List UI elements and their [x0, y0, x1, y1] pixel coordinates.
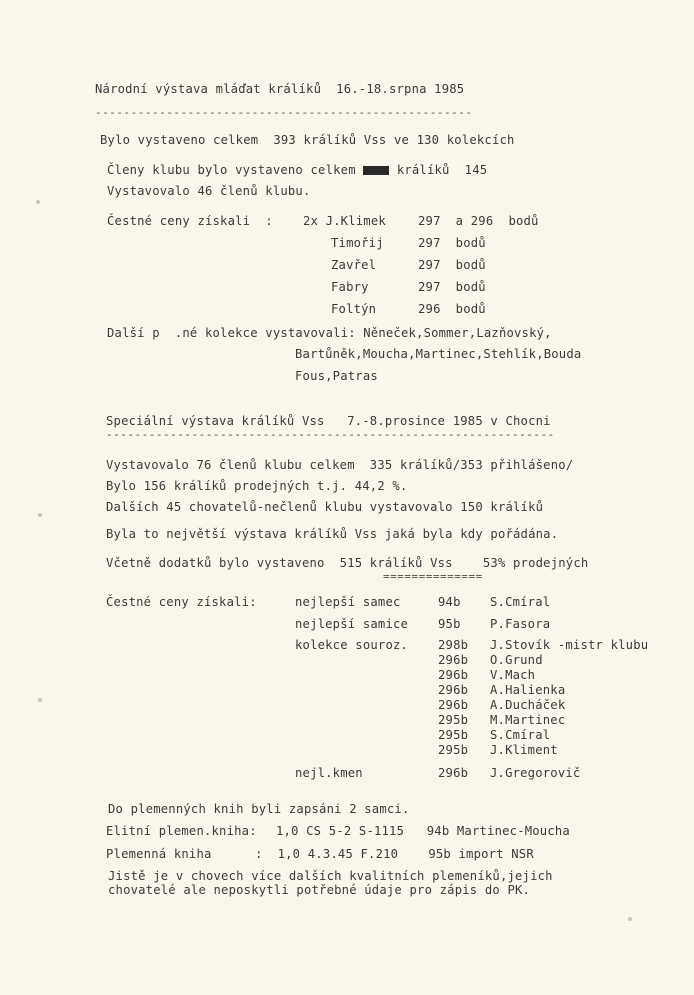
- section3-line: Do plemenných knih byli zapsáni 2 samci.: [108, 802, 410, 816]
- section2-underline: ---------------------------------------------------------------: [106, 431, 555, 439]
- award-points: 297 a 296 bodů: [418, 214, 539, 228]
- section2-title: Speciální výstava králíků Vss 7.-8.prosince 1985 v Chocni: [106, 414, 551, 428]
- collection-points: 296b: [438, 698, 469, 712]
- collection-name: A.Ducháček: [490, 698, 566, 712]
- herd-value: : 1,0 4.3.45 F.210 95b import NSR: [255, 847, 534, 861]
- paper-speck: [36, 200, 40, 204]
- best-points: 94b: [438, 595, 461, 609]
- section2-line: Dalších 45 chovatelů-nečlenů klubu vystavovalo 150 králíků: [106, 500, 544, 514]
- best-name: P.Fasora: [490, 617, 551, 631]
- best-strain-name: J.Gregorovič: [490, 766, 581, 780]
- collection-points: 295b: [438, 728, 469, 742]
- elite-value: 1,0 CS 5-2 S-1115 94b Martinec-Moucha: [276, 824, 570, 838]
- members-suffix: králíků 145: [389, 163, 488, 177]
- best-category: nejlepší samec: [295, 595, 401, 609]
- herd-label: Plemenná kniha: [106, 847, 212, 861]
- section2-line: Bylo 156 králíků prodejných t.j. 44,2 %.: [106, 479, 408, 493]
- section1-members: [107, 163, 487, 177]
- collection-label: kolekce souroz.: [295, 638, 409, 652]
- section1-title: Národní výstava mláďat králíků 16.-18.srpna 1985: [95, 82, 465, 96]
- collection-name: S.Cmíral: [490, 728, 551, 742]
- collection-points: 295b: [438, 743, 469, 757]
- section1-other-line: Bartůněk,Moucha,Martinec,Stehlík,Bouda: [295, 347, 582, 361]
- best-category: nejlepší samice: [295, 617, 409, 631]
- members-prefix: Členy klubu bylo vystaveno celkem: [107, 163, 364, 177]
- section1-total: Bylo vystaveno celkem 393 králíků Vss ve 130 kolekcích: [100, 133, 515, 147]
- section2-line5-underline: ==============: [383, 573, 483, 581]
- award-points: 296 bodů: [418, 302, 486, 316]
- collection-points: 296b: [438, 668, 469, 682]
- best-name: S.Cmíral: [490, 595, 551, 609]
- elite-label: Elitní plemen.kniha:: [106, 824, 257, 838]
- best-strain-points: 296b: [438, 766, 469, 780]
- award-points: 297 bodů: [418, 258, 486, 272]
- paper-speck: [38, 698, 42, 702]
- award-points: 297 bodů: [418, 236, 486, 250]
- collection-points: 295b: [438, 713, 469, 727]
- collection-name: J.Stovík -mistr klubu: [490, 638, 649, 652]
- award-name: 2x J.Klimek: [303, 214, 386, 228]
- section2-line: Vystavovalo 76 členů klubu celkem 335 králíků/353 přihlášeno/: [106, 458, 574, 472]
- award-name: Foltýn: [331, 302, 377, 316]
- award-points: 297 bodů: [418, 280, 486, 294]
- section1-exhibitors: Vystavovalo 46 členů klubu.: [107, 184, 311, 198]
- collection-points: 296b: [438, 653, 469, 667]
- section1-other-line: Další p .né kolekce vystavovali: Něneček,Sommer,Lazňovský,: [107, 326, 552, 340]
- award-name: Zavřel: [331, 258, 377, 272]
- collection-name: O.Grund: [490, 653, 543, 667]
- collection-points: 296b: [438, 683, 469, 697]
- award-name: Fabry: [331, 280, 369, 294]
- paper-speck: [628, 917, 632, 921]
- section1-other-line: Fous,Patras: [295, 369, 378, 383]
- struck-out-number: [363, 166, 389, 175]
- section3-note: chovatelé ale neposkytli potřebné údaje pro zápis do PK.: [108, 883, 531, 897]
- collection-name: V.Mach: [490, 668, 536, 682]
- section3-note: Jistě je v chovech více dalších kvalitních plemeníků,jejich: [108, 869, 553, 883]
- best-points: 95b: [438, 617, 461, 631]
- best-strain-category: nejl.kmen: [295, 766, 363, 780]
- collection-name: J.Kliment: [490, 743, 558, 757]
- paper-speck: [38, 513, 42, 517]
- section1-underline: -----------------------------------------------------: [95, 109, 473, 117]
- section2-line: Včetně dodatků bylo vystaveno 515 králíků Vss 53% prodejných: [106, 556, 589, 570]
- collection-points: 298b: [438, 638, 469, 652]
- collection-name: M.Martinec: [490, 713, 566, 727]
- award-name: Timořij: [331, 236, 384, 250]
- section2-awards-label: Čestné ceny získali:: [106, 595, 257, 609]
- collection-name: A.Halienka: [490, 683, 566, 697]
- section2-line: Byla to největší výstava králíků Vss jaká byla kdy pořádána.: [106, 527, 559, 541]
- section1-awards-label: Čestné ceny získali :: [107, 214, 273, 228]
